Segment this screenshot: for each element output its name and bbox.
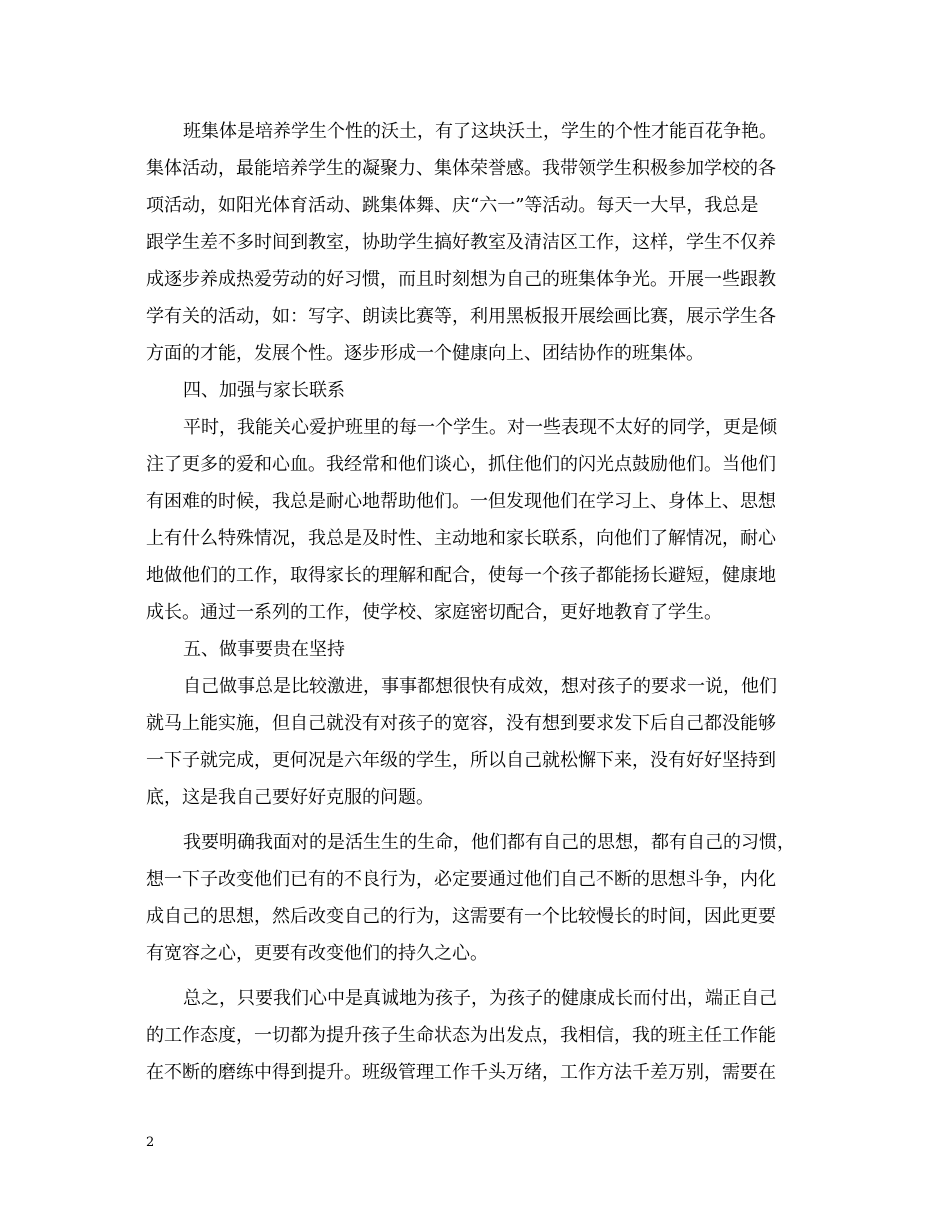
- text-line: 成逐步养成热爱劳动的好习惯，而且时刻想为自己的班集体争光。开展一些跟教: [146, 269, 776, 290]
- text-line: 自己做事总是比较激进，事事都想很快有成效，想对孩子的要求一说，他们: [183, 676, 777, 697]
- text-line: 总之，只要我们心中是真诚地为孩子，为孩子的健康成长而付出，端正自己: [183, 988, 777, 1009]
- text-line: 上有什么特殊情况，我总是及时性、主动地和家长联系，向他们了解情况，耐心: [146, 528, 776, 549]
- text-line: 成长。通过一系列的工作，使学校、家庭密切配合，更好地教育了学生。: [146, 602, 722, 623]
- text-line: 项活动，如阳光体育活动、跳集体舞、庆“六一”等活动。每天一大早，我总是: [146, 195, 759, 216]
- document-body: [146, 113, 806, 1091]
- heading-parent-contact: [146, 372, 806, 409]
- paragraph-self-reflection: [146, 668, 806, 816]
- text-line: 我要明确我面对的是活生生的生命，他们都有自己的思想，都有自己的习惯，: [183, 832, 795, 853]
- paragraph-conclusion: [146, 980, 806, 1091]
- text-line: 想一下子改变他们已有的不良行为，必定要通过他们自己不断的思想斗争，内化: [146, 869, 776, 890]
- text-line: 学有关的活动，如：写字、朗读比赛等，利用黑板报开展绘画比赛，展示学生各: [146, 306, 776, 327]
- text-line: 底，这是我自己要好好克服的问题。: [146, 787, 434, 808]
- text-line: 跟学生差不多时间到教室，协助学生搞好教室及清洁区工作，这样，学生不仅养: [146, 232, 776, 253]
- heading-persistence: [146, 631, 806, 668]
- text-line: 班集体是培养学生个性的沃土，有了这块沃土，学生的个性才能百花争艳。: [183, 121, 777, 142]
- section-heading: 五、做事要贵在坚持: [183, 639, 345, 660]
- paragraph-class-activities: [146, 113, 806, 372]
- text-line: 就马上能实施，但自己就没有对孩子的宽容，没有想到要求发下后自己都没能够: [146, 713, 776, 734]
- text-line: 一下子就完成，更何况是六年级的学生，所以自己就松懈下来，没有好好坚持到: [146, 750, 776, 771]
- text-line: 注了更多的爱和心血。我经常和他们谈心，抓住他们的闪光点鼓励他们。当他们: [146, 454, 776, 475]
- text-line: 有困难的时候，我总是耐心地帮助他们。一但发现他们在学习上、身体上、思想: [146, 491, 776, 512]
- page-number: 2: [146, 1135, 155, 1150]
- text-line: 有宽容之心，更要有改变他们的持久之心。: [146, 943, 488, 964]
- text-line: 方面的才能，发展个性。逐步形成一个健康向上、团结协作的班集体。: [146, 343, 704, 364]
- paragraph-patience: [146, 824, 806, 972]
- paragraph-parent-contact: [146, 409, 806, 631]
- text-line: 成自己的思想，然后改变自己的行为，这需要有一个比较慢长的时间，因此更要: [146, 906, 776, 927]
- text-line: 集体活动，最能培养学生的凝聚力、集体荣誉感。我带领学生积极参加学校的各: [146, 158, 776, 179]
- text-line: 在不断的磨练中得到提升。班级管理工作千头万绪，工作方法千差万别，需要在: [146, 1062, 776, 1083]
- text-line: 地做他们的工作，取得家长的理解和配合，使每一个孩子都能扬长避短，健康地: [146, 565, 776, 586]
- text-line: 的工作态度，一切都为提升孩子生命状态为出发点，我相信，我的班主任工作能: [146, 1025, 776, 1046]
- section-heading: 四、加强与家长联系: [183, 380, 345, 401]
- text-line: 平时，我能关心爱护班里的每一个学生。对一些表现不太好的同学，更是倾: [183, 417, 777, 438]
